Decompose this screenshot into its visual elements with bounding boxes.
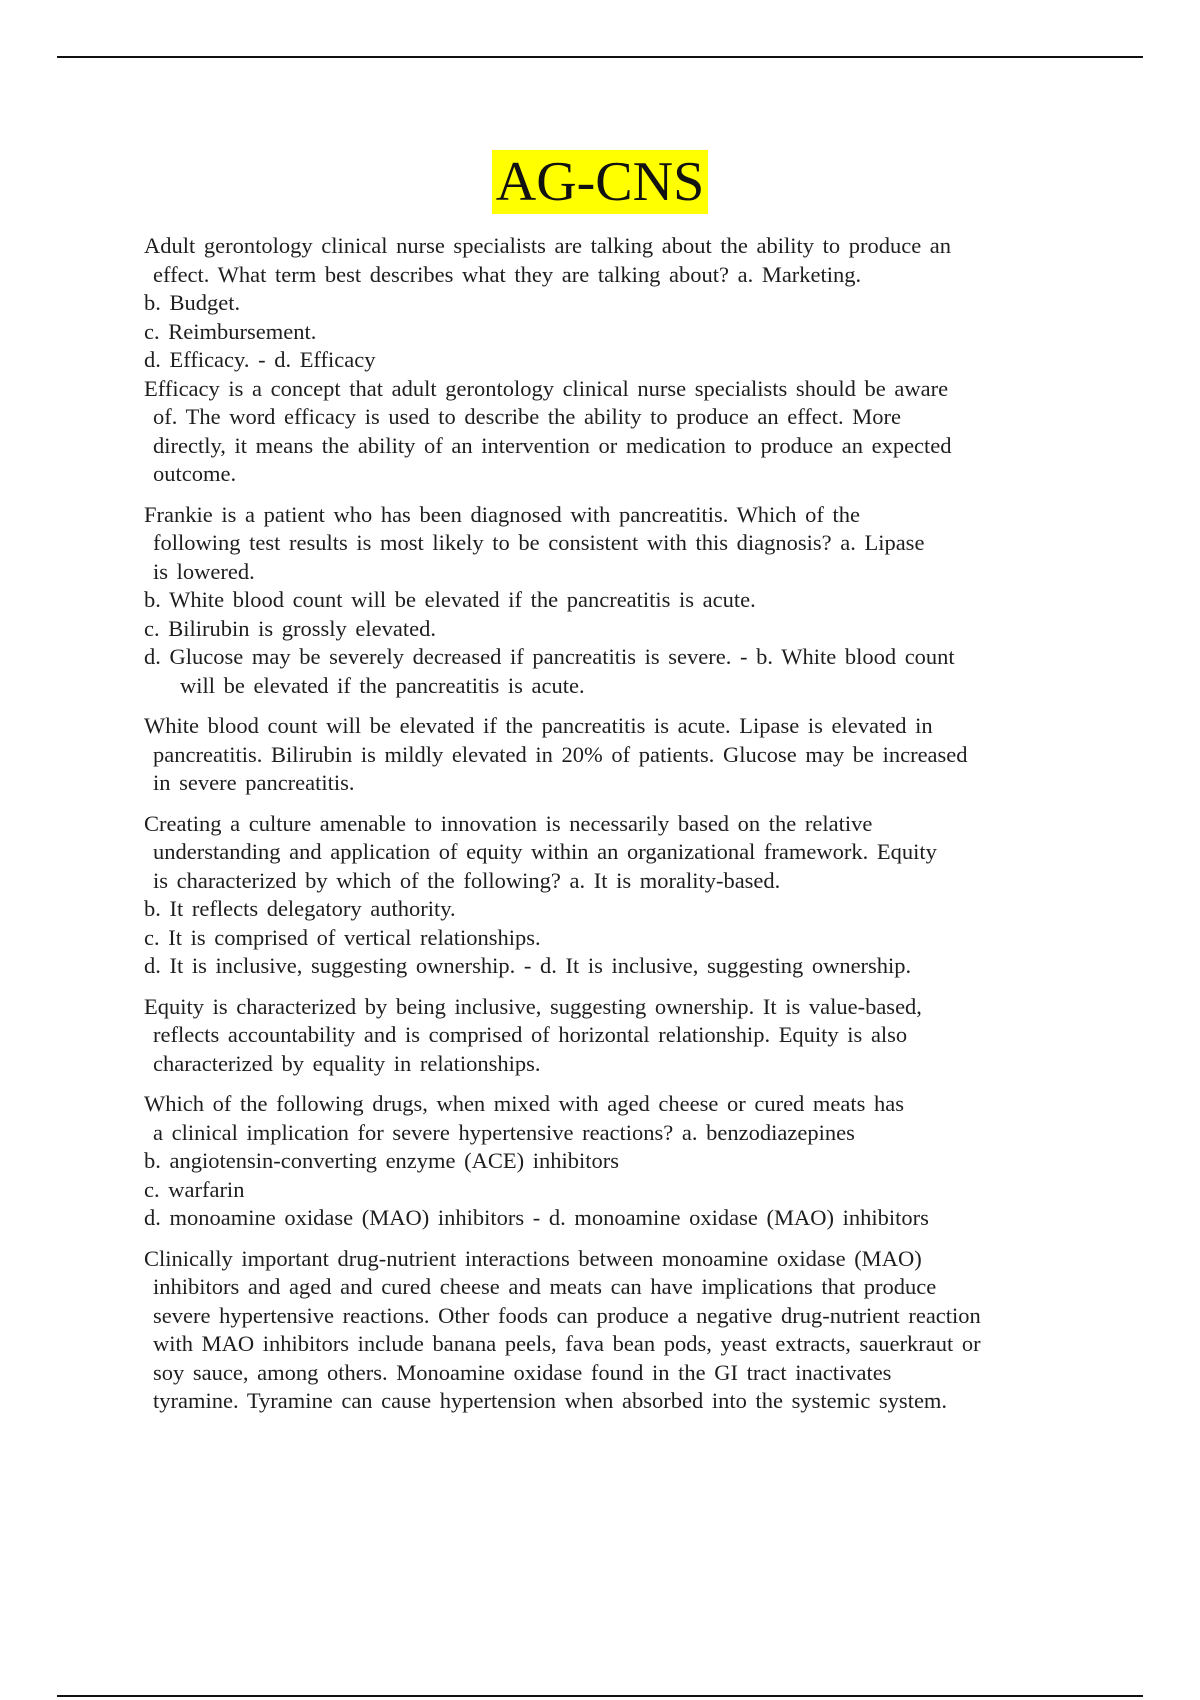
question-block-2 [144,501,1090,701]
option-c: c. It is comprised of vertical relationships. [144,924,541,950]
question-text: is lowered. [153,558,255,584]
question-text: Creating a culture amenable to innovation is necessarily based on the relative [144,810,873,836]
explanation-text: Efficacy is a concept that adult gerontology clinical nurse specialists should be aware [144,375,949,401]
explanation-text: in severe pancreatitis. [153,770,355,795]
top-rule [57,56,1143,58]
option-d-answer-cont: will be elevated if the pancreatitis is acute. [180,672,585,698]
question-text: is characterized by which of the following? a. It is morality-based. [153,867,781,893]
question-text: Adult gerontology clinical nurse specialists are talking about the ability to produce an [144,233,952,258]
explanation-text: inhibitors and aged and cured cheese and meats can have implications that produce [153,1274,937,1299]
question-text: Which of the following drugs, when mixed with aged cheese or cured meats has [144,1091,905,1116]
question-text: Frankie is a patient who has been diagnosed with pancreatitis. Which of the [144,501,861,527]
explanation-text: Equity is characterized by being inclusive, suggesting ownership. It is value-based, [144,993,922,1019]
explanation-text: tyramine. Tyramine can cause hypertension when absorbed into the systemic system. [153,1388,948,1413]
explanation-block-1 [144,375,1090,489]
option-c: c. Bilirubin is grossly elevated. [144,615,436,641]
option-c: c. warfarin [144,1176,245,1202]
explanation-text: pancreatitis. Bilirubin is mildly elevated in 20% of patients. Glucose may be increased [153,741,968,767]
explanation-text: characterized by equality in relationships. [153,1050,541,1076]
question-text: following test results is most likely to be consistent with this diagnosis? a. Lipase [153,530,925,555]
option-d-answer: d. It is inclusive, suggesting ownership. - d. It is inclusive, suggesting ownership. [144,953,912,978]
option-b: b. It reflects delegatory authority. [144,896,456,921]
option-b: b. Budget. [144,290,241,315]
question-block-3 [144,810,1090,981]
explanation-text: of. The word efficacy is used to describe the ability to produce an effect. More [153,404,902,429]
option-b: b. White blood count will be elevated if the pancreatitis is acute. [144,587,756,612]
explanation-text: outcome. [153,461,237,486]
bottom-rule [57,1695,1143,1697]
explanation-text: severe hypertensive reactions. Other foods can produce a negative drug-nutrient reaction [153,1302,981,1328]
option-b: b. angiotensin-converting enzyme (ACE) inhibitors [144,1148,620,1173]
question-block-4 [144,1090,1090,1233]
option-d-answer: d. Glucose may be severely decreased if pancreatitis is severe. - b. White blood count [144,644,955,669]
option-c: c. Reimbursement. [144,318,317,344]
page-title: AG-CNS [492,150,708,214]
explanation-text: directly, it means the ability of an intervention or medication to produce an expected [153,432,952,458]
question-block-1 [144,232,1090,375]
explanation-block-4 [144,1245,1090,1416]
explanation-block-2 [144,712,1090,798]
option-d-answer: d. monoamine oxidase (MAO) inhibitors - d. monoamine oxidase (MAO) inhibitors [144,1205,929,1230]
question-text: a clinical implication for severe hypertensive reactions? a. benzodiazepines [153,1119,855,1145]
explanation-text: reflects accountability and is comprised of horizontal relationship. Equity is also [153,1022,908,1047]
question-text: effect. What term best describes what they are talking about? a. Marketing. [153,261,862,287]
explanation-text: soy sauce, among others. Monoamine oxidase found in the GI tract inactivates [153,1359,892,1385]
option-d-answer: d. Efficacy. - d. Efficacy [144,347,376,372]
explanation-block-3 [144,993,1090,1079]
explanation-text: White blood count will be elevated if the pancreatitis is acute. Lipase is elevated in [144,713,933,738]
question-text: understanding and application of equity within an organizational framework. Equity [153,839,937,864]
explanation-text: with MAO inhibitors include banana peels, fava bean pods, yeast extracts, sauerkraut or [153,1331,981,1356]
explanation-text: Clinically important drug-nutrient interactions between monoamine oxidase (MAO) [144,1245,922,1271]
document-body [144,232,1090,1416]
title-wrap [0,150,1200,214]
